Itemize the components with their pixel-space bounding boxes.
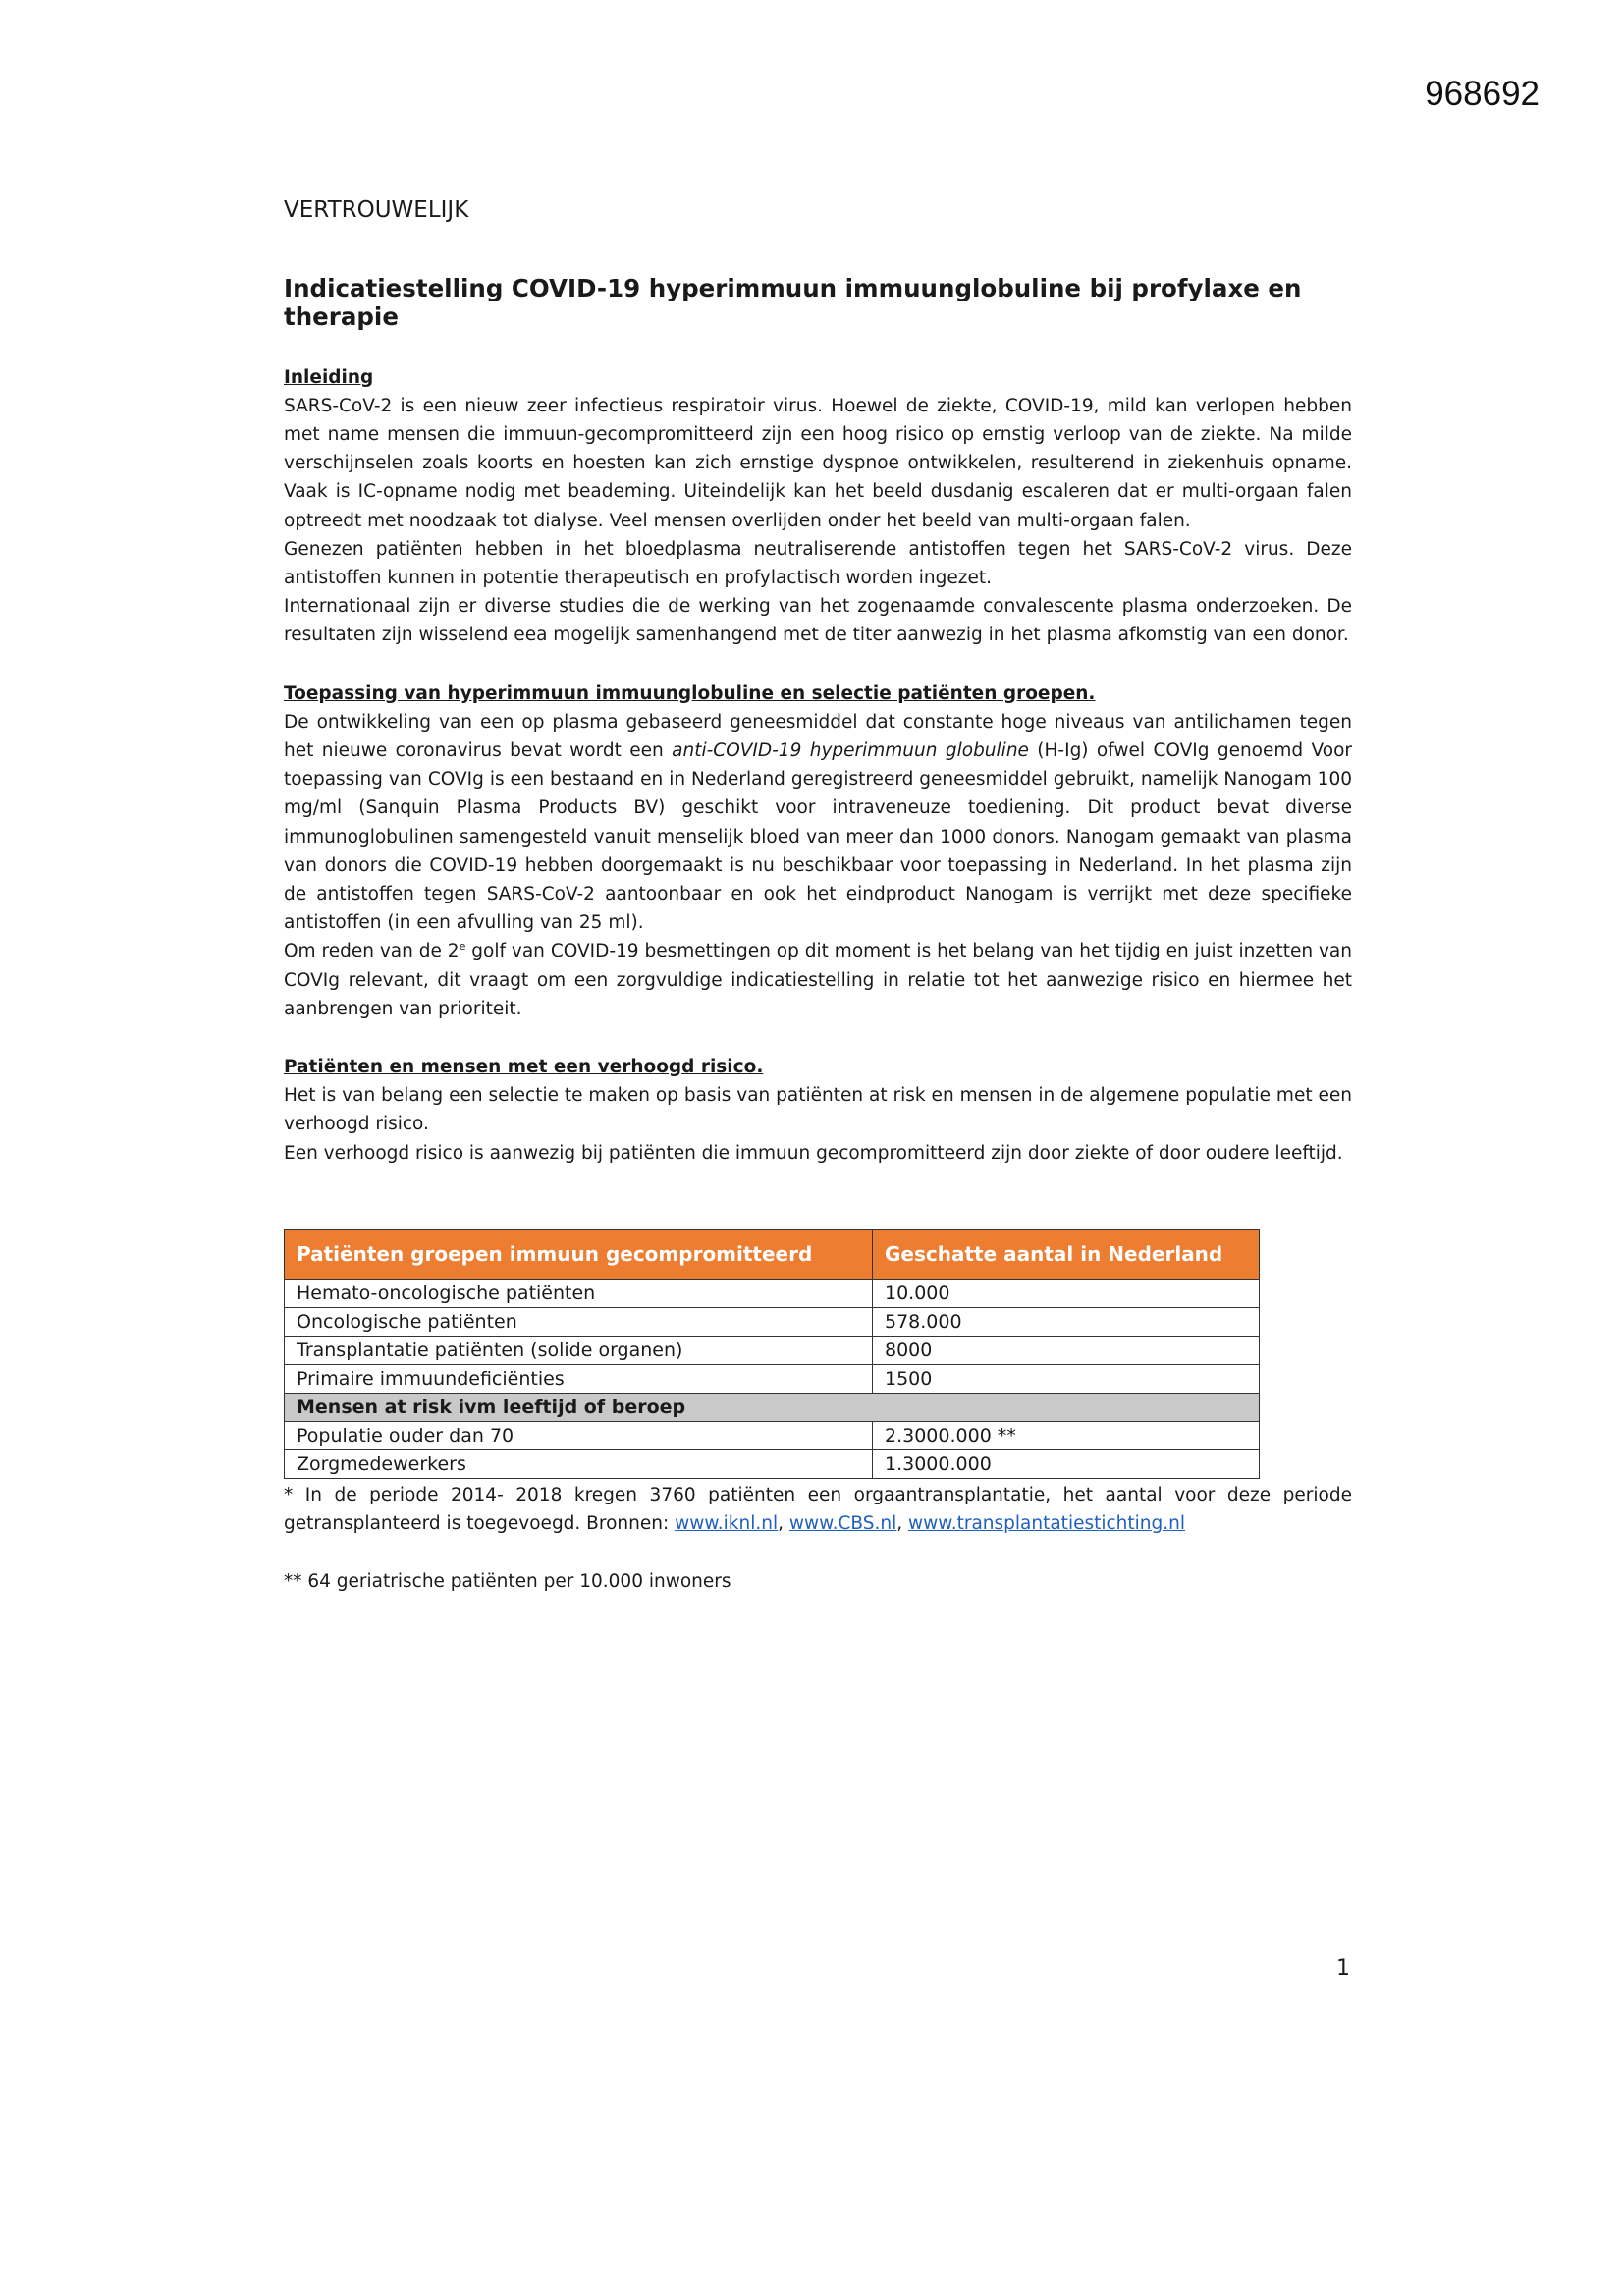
link-transplantatiestichting[interactable]: www.transplantatiestichting.nl <box>908 1513 1185 1535</box>
application-paragraph-1 <box>284 708 1352 938</box>
table-row <box>285 1336 1260 1364</box>
table-cell-group: Primaire immuundeficiënties <box>285 1364 873 1393</box>
footnote-text: * In de periode 2014- 2018 kregen 3760 patiënten een orgaantransplantatie, het aantal voor deze periode getransplanteerd is toegevoegd. Bronnen: <box>284 1484 1352 1535</box>
application-p2-superscript: e <box>459 940 466 954</box>
table-row <box>285 1279 1260 1307</box>
table-cell-count: 578.000 <box>873 1307 1260 1336</box>
table-header-groups: Patiënten groepen immuun gecompromitteerd <box>285 1229 873 1279</box>
application-p2-text-a: Om reden van de 2 <box>284 941 460 962</box>
table-subheader: Mensen at risk ivm leeftijd of beroep <box>285 1393 1260 1421</box>
section-intro <box>284 363 1352 650</box>
document-title: Indicatiestelling COVID-19 hyperimmuun immuunglobuline bij profylaxe en therapie <box>284 274 1302 332</box>
table-header-count: Geschatte aantal in Nederland <box>873 1229 1260 1279</box>
table-subheader-row <box>285 1393 1260 1421</box>
table-cell-group: Zorgmedewerkers <box>285 1449 873 1478</box>
table-cell-count: 1.3000.000 <box>873 1449 1260 1478</box>
footnote-geriatric: ** 64 geriatrische patiënten per 10.000 inwoners <box>284 1571 731 1593</box>
table-row <box>285 1421 1260 1449</box>
table-cell-count: 10.000 <box>873 1279 1260 1307</box>
section-risk <box>284 1053 1352 1168</box>
document-id: 968692 <box>1425 75 1540 113</box>
intro-paragraph-2: Genezen patiënten hebben in het bloedplasma neutraliserende antistoffen tegen het SARS-CoV-2 virus. Deze antistoffen kunnen in potentie therapeutisch en profylactisch worden ingezet. <box>284 538 1352 589</box>
table-cell-count: 2.3000.000 ** <box>873 1421 1260 1449</box>
footnote-sources: * In de periode 2014- 2018 kregen 3760 patiënten een orgaantransplantatie, het aantal voor deze periode getransplanteerd is toegevoegd. Bronnen: www.iknl.nl, www.CBS.nl, www.transplantatiestichting.nl <box>284 1484 1352 1535</box>
risk-paragraph-2: Een verhoogd risico is aanwezig bij patiënten die immuun gecompromitteerd zijn door ziekte of door oudere leeftijd. <box>284 1142 1343 1164</box>
document-body <box>284 196 1352 1597</box>
intro-paragraph-1: SARS-CoV-2 is een nieuw zeer infectieus respiratoir virus. Hoewel de ziekte, COVID-19, mild kan verlopen hebben met name mensen die immuun-gecompromitteerd zijn een hoog risico op ernstig verloop van de ziekte. Na milde verschijnselen zoals koorts en hoesten kan zich ernstige dyspnoe ontwikkelen, resulterend in ziekenhuis opname. Vaak is IC-opname nodig met beademing. Uiteindelijk kan het beeld dusdanig escaleren dat er multi-orgaan falen optreedt met noodzaak tot dialyse. Veel mensen overlijden onder het beeld van multi-orgaan falen. <box>284 395 1352 531</box>
risk-heading: Patiënten en mensen met een verhoogd risico. <box>284 1057 764 1078</box>
table-header-row <box>285 1229 1260 1279</box>
intro-heading: Inleiding <box>284 366 374 388</box>
application-p2-text-b: golf van COVID-19 besmettingen op dit moment is het belang van het tijdig en juist inzetten van COVIg relevant, dit vraagt om een zorgvuldige indicatiestelling in relatie tot het aanwezige risico en hiermee het aanbrengen van prioriteit. <box>284 941 1352 1019</box>
table-row <box>285 1449 1260 1478</box>
confidential-label: VERTROUWELIJK <box>284 197 469 223</box>
application-p1-text-a: De ontwikkeling van een op plasma gebaseerd geneesmiddel dat constante hoge niveaus van antilichamen tegen het nieuwe coronavirus bevat wordt een <box>284 711 1352 762</box>
table-cell-group: Hemato-oncologische patiënten <box>285 1279 873 1307</box>
risk-paragraph-1: Het is van belang een selectie te maken op basis van patiënten at risk en mensen in de algemene populatie met een verhoogd risico. <box>284 1085 1352 1135</box>
risk-groups-table <box>284 1229 1260 1479</box>
table-cell-group: Transplantatie patiënten (solide organen) <box>285 1336 873 1364</box>
application-p1-text-b: (H-Ig) ofwel COVIg genoemd Voor toepassing van COVIg is een bestaand en in Nederland geregistreerd geneesmiddel gebruikt, namelijk Nanogam 100 mg/ml (Sanquin Plasma Products BV) geschikt voor intraveneuze toediening. Dit product bevat diverse immunoglobulinen samengesteld vanuit menselijk bloed van meer dan 1000 donors. Nanogam gemaakt van plasma van donors die COVID-19 hebben doorgemaakt is nu beschikbaar voor toepassing in Nederland. In het plasma zijn de antistoffen tegen SARS-CoV-2 aantoonbaar en ook het eindproduct Nanogam is verrijkt met deze specifieke antistoffen (in een afvulling van 25 ml). <box>284 740 1352 934</box>
link-cbs[interactable]: www.CBS.nl <box>788 1513 897 1535</box>
page-number: 1 <box>1336 1956 1350 1981</box>
intro-paragraph-3: Internationaal zijn er diverse studies die de werking van het zogenaamde convalescente plasma onderzoeken. De resultaten zijn wisselend eea mogelijk samenhangend met de titer aanwezig in het plasma afkomstig van een donor. <box>284 596 1352 646</box>
application-p1-emphasis: anti-COVID-19 hyperimmuun globuline <box>672 740 1029 762</box>
application-paragraph-2 <box>284 937 1352 1023</box>
table-cell-group: Oncologische patiënten <box>285 1307 873 1336</box>
table-cell-count: 8000 <box>873 1336 1260 1364</box>
application-heading: Toepassing van hyperimmuun immuunglobuline en selectie patiënten groepen. <box>284 683 1096 704</box>
table-cell-count: 1500 <box>873 1364 1260 1393</box>
link-iknl[interactable]: www.iknl.nl <box>675 1513 779 1535</box>
table-row <box>285 1307 1260 1336</box>
section-application <box>284 680 1352 1023</box>
table-row <box>285 1364 1260 1393</box>
table-cell-group: Populatie ouder dan 70 <box>285 1421 873 1449</box>
